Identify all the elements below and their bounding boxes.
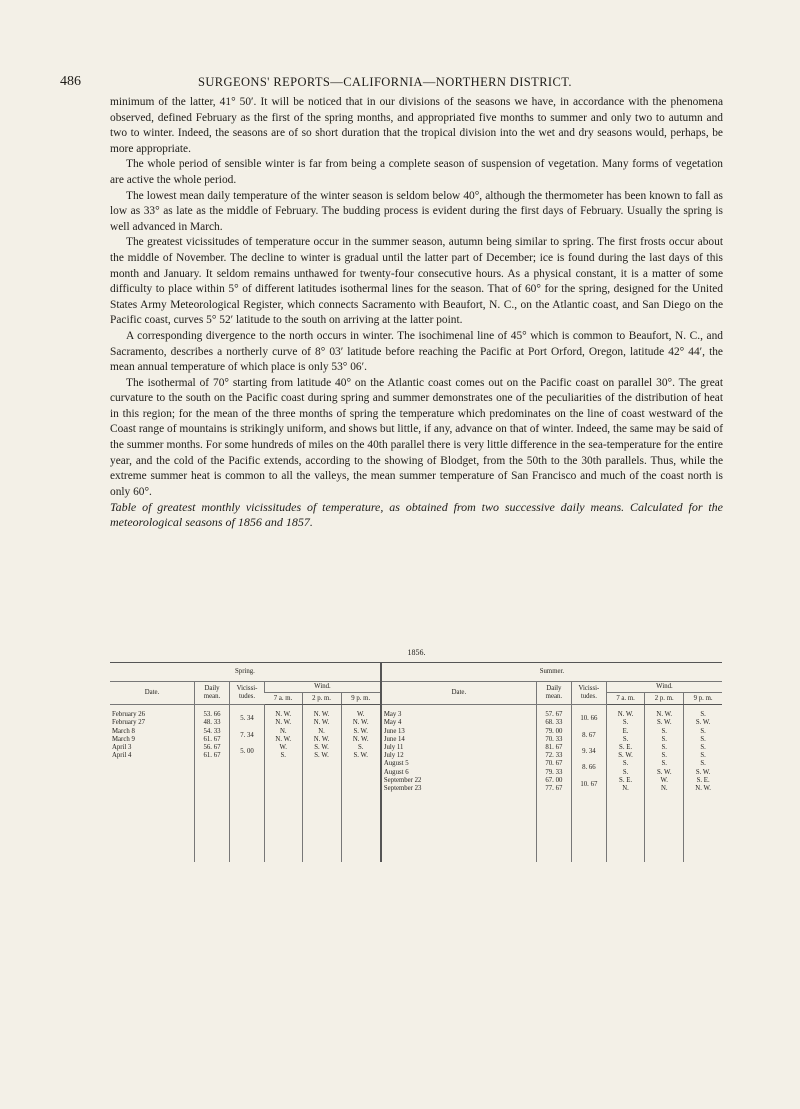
table-cell: 70. 33 <box>545 735 563 743</box>
spring-header: Spring. <box>110 663 381 682</box>
spring-wind-header: Wind. <box>265 682 381 693</box>
table-cell: S. <box>700 727 706 735</box>
table-cell: 10. 66 <box>580 715 598 723</box>
table-cell: 9. 34 <box>582 747 596 755</box>
table-cell: N. W. <box>313 711 330 719</box>
table-caption: Table of greatest monthly vicissitudes of temperature, as obtained from two successive daily means. Calculated for the meteorological seasons of 1856 and 1857. <box>110 500 723 530</box>
table-cell: S. <box>622 760 629 768</box>
table-cell: W. <box>279 744 288 752</box>
paragraph: The greatest vicissitudes of temperature occur in the summer season, autumn being similar to spring. The first frosts occur about the middle of November. The decline to winter is gradual until the latter part of December; ice is found during the last days of this month and January. It seldom remains unthawed for twenty-four consecutive hours. As a physical constant, it is a matter of some difficulty to place within 5° of different latitudes isothermal lines for the season. That of 60° for the spring, designed for the United States Army Meteorological Register, which connects Sacramento with Beaufort, N. C., on the Atlantic coast, and San Diego on the Pacific coast, curves 5° 52′ latitude to the south on arriving at the latter point. <box>110 236 723 327</box>
table-cell: July 11 <box>383 744 404 752</box>
table-cell: September 22 <box>383 776 422 784</box>
table-cell: April 3 <box>112 744 132 752</box>
table-cell: N. W. <box>352 719 369 727</box>
table-cell: 61. 67 <box>203 735 221 743</box>
table-cell: S. W. <box>618 752 633 760</box>
table-cell: S. W. <box>314 752 329 760</box>
spring-2pm-header: 2 p. m. <box>302 693 341 705</box>
table-cell: N. <box>318 727 325 735</box>
table-cell: S. W. <box>656 719 672 727</box>
summer-date-header: Date. <box>381 682 537 705</box>
table-cell: 8. 66 <box>582 764 596 772</box>
table-cell: S. <box>280 752 287 760</box>
vicissitudes-table <box>110 662 722 862</box>
spring-date-header: Date. <box>110 682 195 705</box>
table-cell: N. W. <box>313 735 330 743</box>
table-cell: February 27 <box>112 719 146 727</box>
table-cell: May 3 <box>383 711 402 719</box>
summer-9pm-header: 9 p. m. <box>684 693 722 705</box>
summer-vicissitudes <box>571 705 606 863</box>
table-cell: 70. 67 <box>545 760 563 768</box>
table-cell: S. <box>700 735 706 743</box>
summer-wind-2pm <box>645 705 684 863</box>
table-cell: 77. 67 <box>545 785 563 793</box>
table-cell: N. W. <box>275 719 292 727</box>
paragraph: minimum of the latter, 41° 50′. It will be noticed that in our divisions of the seasons we have, in accordance with the phenomena observed, defined February as the first of the spring months, and appropriated five months to summer and only two to autumn and two to winter. Indeed, the seasons are of so short duration that the tropical division into the wet and dry seasons would, perhaps, be more appropriate. <box>110 96 723 155</box>
table-cell: 61. 67 <box>203 752 221 760</box>
summer-2pm-header: 2 p. m. <box>645 693 684 705</box>
table-year: 1856. <box>407 648 426 657</box>
table-cell: April 4 <box>112 752 132 760</box>
summer-wind-9pm <box>684 705 722 863</box>
spring-mean-header: Daily mean. <box>195 682 230 705</box>
table-cell: August 6 <box>383 768 409 776</box>
table-cell: S. E. <box>696 776 710 784</box>
table-cell: S. <box>661 744 667 752</box>
table-cell: S. W. <box>353 752 368 760</box>
table-cell: W. <box>660 776 668 784</box>
paragraph: The isothermal of 70° starting from latitude 40° on the Atlantic coast comes out on the Pacific coast on parallel 30°. The great curvature to the south on the Pacific coast during spring and summer demonstrates one of the peculiarities of the distribution of heat in this region; for the mean of the three months of spring the temperature which predominates on the line of coast westward of the Coast range of mountains is strikingly uniform, and shows but little, if any, advance on that of winter. Indeed, the same may be said of the summer months. For some hundreds of miles on the 40th parallel there is very little difference in the sea-temperature for the entire year, and the cold of the Pacific extends, according to the showing of Blodget, from the 50th to the 30th parallels. Thus, while the extreme summer heat is common to all the valleys, the mean summer temperature of San Francisco and much of the coast north is only 60°. <box>110 376 723 498</box>
table-cell: N. W. <box>656 711 673 719</box>
spring-wind-7am <box>265 705 303 863</box>
table-cell: S. E. <box>619 776 633 784</box>
spring-means <box>195 705 230 863</box>
paragraph: The whole period of sensible winter is far from being a complete season of suspension of vegetation. Many forms of vegetation are active the whole period. <box>110 158 723 186</box>
table-cell: S. <box>700 744 706 752</box>
table-cell: S. E. <box>619 744 633 752</box>
table-cell: S. <box>622 719 629 727</box>
table-cell: 8. 67 <box>582 731 596 739</box>
table-cell: W. <box>356 711 365 719</box>
table-cell: N. W. <box>275 711 292 719</box>
spring-7am-header: 7 a. m. <box>265 693 303 705</box>
paragraph: The lowest mean daily temperature of the winter season is seldom below 40°, although the thermometer has been known to fall as low as 33° as late as the middle of February. The budding process is evident during the first days of February. Usually the spring is well advanced in March. <box>110 189 723 233</box>
table-cell: March 8 <box>112 727 135 735</box>
table-cell: 67. 00 <box>545 776 563 784</box>
table-cell: June 14 <box>383 735 405 743</box>
running-title: SURGEONS' REPORTS—CALIFORNIA—NORTHERN DISTRICT. <box>198 75 572 89</box>
table-cell: July 12 <box>383 752 404 760</box>
table-cell: 48. 33 <box>203 719 221 727</box>
summer-7am-header: 7 a. m. <box>606 693 644 705</box>
table-cell: S. <box>661 727 667 735</box>
table-cell: N. W. <box>617 711 634 719</box>
table-cell: N. W. <box>275 735 292 743</box>
body-text <box>110 95 723 530</box>
summer-wind-7am <box>606 705 644 863</box>
summer-means <box>536 705 571 863</box>
table-cell: N. W. <box>695 785 711 793</box>
table-cell: S. <box>622 735 629 743</box>
table-cell: 53. 66 <box>203 711 221 719</box>
spring-wind-9pm <box>341 705 381 863</box>
table-cell: S. <box>700 711 706 719</box>
table-cell: 81. 67 <box>545 744 563 752</box>
spring-vicissitudes <box>230 705 265 863</box>
table-cell: S. W. <box>353 727 368 735</box>
page-header <box>60 74 740 94</box>
table-cell: September 23 <box>383 785 422 793</box>
summer-wind-header: Wind. <box>606 682 722 693</box>
table-cell: 68. 33 <box>545 719 563 727</box>
summer-header: Summer. <box>381 663 722 682</box>
table-cell: February 26 <box>112 711 146 719</box>
table-cell: May 4 <box>383 719 402 727</box>
table-cell: March 9 <box>112 735 135 743</box>
table-cell: 10. 67 <box>580 780 598 788</box>
table-cell: 57. 67 <box>545 711 563 719</box>
table-cell: S. <box>357 744 364 752</box>
table-cell: S. <box>622 768 629 776</box>
table-cell: S. <box>661 735 667 743</box>
table-cell: N. <box>660 785 668 793</box>
summer-vicissitudes-header: Vicissi-tudes. <box>571 682 606 705</box>
table-cell: 56. 67 <box>203 744 221 752</box>
table-cell: S. W. <box>695 719 711 727</box>
table-cell: S. <box>661 760 667 768</box>
table-cell: E. <box>622 727 629 735</box>
table-cell: 79. 33 <box>545 768 563 776</box>
summer-mean-header: Daily mean. <box>536 682 571 705</box>
paragraph: A corresponding divergence to the north occurs in winter. The isochimenal line of 45° which is common to Beaufort, N. C., and Sacramento, describes a northerly curve of 8° 03′ latitude before reaching the Pacific at Port Orford, Oregon, latitude 42° 44′, the mean annual temperature of which place is only 53° 06′. <box>110 329 723 374</box>
spring-vicissitudes-header: Vicissi-tudes. <box>230 682 265 705</box>
spring-9pm-header: 9 p. m. <box>341 693 381 705</box>
table-cell: N. <box>279 727 287 735</box>
table-cell: June 13 <box>383 727 405 735</box>
table-cell: S. <box>700 760 706 768</box>
table-cell: 5. 34 <box>240 715 254 723</box>
table-cell: N. <box>622 785 629 793</box>
table-cell: S. W. <box>656 768 672 776</box>
table-cell: N. W. <box>352 735 369 743</box>
table-cell: S. <box>700 752 706 760</box>
table-cell: S. W. <box>695 768 711 776</box>
spring-dates <box>110 705 195 863</box>
page-number: 486 <box>60 74 81 89</box>
table-cell: August 5 <box>383 760 409 768</box>
table-cell: 72. 33 <box>545 752 563 760</box>
table-cell: S. <box>661 752 667 760</box>
table-cell: 79. 00 <box>545 727 563 735</box>
spring-wind-2pm <box>302 705 341 863</box>
table-cell: N. W. <box>313 719 330 727</box>
table-cell: 7. 34 <box>240 731 254 739</box>
table-cell: 54. 33 <box>203 727 221 735</box>
table-cell: S. W. <box>314 744 329 752</box>
summer-dates <box>381 705 537 863</box>
table-cell: 5. 00 <box>240 747 254 755</box>
